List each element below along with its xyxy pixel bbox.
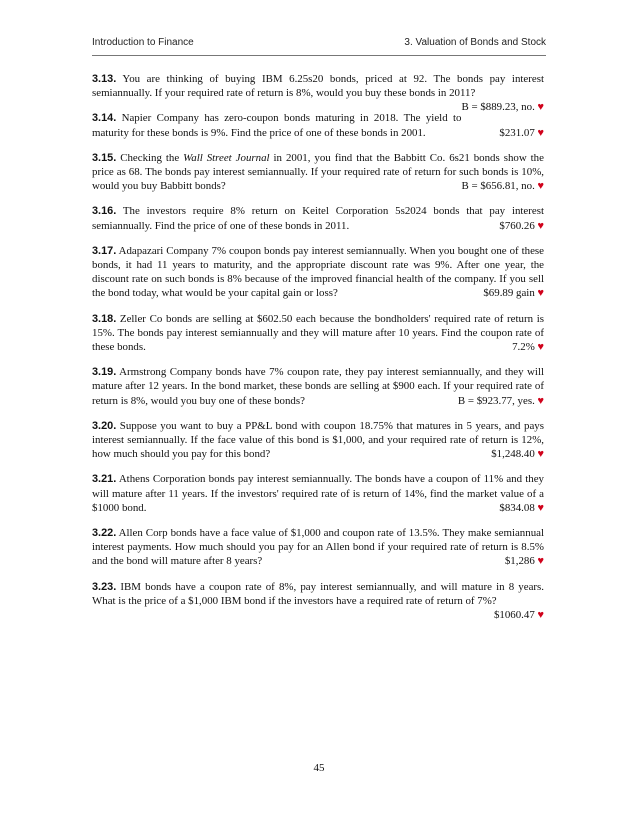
problem-3-16 <box>92 204 544 232</box>
heart-icon: ♥ <box>537 287 544 300</box>
problem-number: 3.23. <box>92 580 117 593</box>
problem-text: Allen Corp bonds have a face value of $1,000 and coupon rate of 13.5%. They make semiannual interest payments. How much should you pay for an Allen bond if your required rate of return is 8.5% and the bond will mature after 8 years? <box>92 527 544 568</box>
answer-value: $760.26 <box>499 219 535 232</box>
problem-answer <box>461 100 544 114</box>
heart-icon: ♥ <box>537 126 544 139</box>
heart-icon: ♥ <box>537 501 544 514</box>
problem-text: Athens Corporation bonds pay interest semiannually. The bonds have a coupon of 11% and they will mature after 11 years. If the investors' required rate of is return of 14%, find the market value of a $1000 bond. <box>92 473 544 514</box>
header-right: 3. Valuation of Bonds and Stock <box>404 37 546 48</box>
problem-3-17 <box>92 244 544 301</box>
answer-value: B = $889.23, no. <box>461 101 535 114</box>
answer-value: $1,286 <box>504 555 535 568</box>
problem-text: Suppose you want to buy a PP&L bond with coupon 18.75% that matures in 5 years, and pays interest semiannually. If the face value of this bond is $1,000, and your required rate of return is 12%, how much should you pay for this bond? <box>92 419 544 461</box>
problem-3-18 <box>92 312 544 355</box>
problem-3-23 <box>92 580 545 622</box>
problem-answer <box>458 394 544 408</box>
heart-icon: ♥ <box>537 555 544 568</box>
problem-number: 3.22. <box>92 527 117 540</box>
answer-value: 7.2% <box>512 341 535 354</box>
problem-answer <box>494 608 544 622</box>
problem-list <box>92 72 544 622</box>
publication-title: Wall Street Journal <box>183 151 270 164</box>
answer-value: $1,248.40 <box>491 448 535 461</box>
problem-text: Adapazari Company 7% coupon bonds pay interest semiannually. When you bought one of these bonds, it had 11 years to maturity, and the appropriate discount rate was 9%. After one year, the discount rate on such bonds is 8% because of the improved financial health of the company. If you sell the bond today, what would be your capital gain or loss? <box>92 244 544 300</box>
problem-number: 3.16. <box>92 205 117 218</box>
heart-icon: ♥ <box>537 341 544 354</box>
answer-value: $69.89 gain <box>483 287 535 300</box>
heart-icon: ♥ <box>537 101 544 114</box>
problem-number: 3.13. <box>92 73 117 85</box>
problem-answer <box>461 179 544 193</box>
problem-answer <box>505 554 544 568</box>
problem-answer <box>512 340 544 354</box>
problem-number: 3.20. <box>92 419 117 432</box>
heart-icon: ♥ <box>537 448 544 461</box>
problem-3-14 <box>92 111 544 139</box>
problem-answer <box>499 126 544 140</box>
page-number: 45 <box>313 762 325 774</box>
problem-answer <box>499 219 544 233</box>
answer-value: $834.08 <box>499 501 535 514</box>
problem-text: Napier Company has zero-coupon bonds maturing in 2018. The yield to maturity for these bonds is 9%. Find the price of one of these bonds in 2001. <box>92 112 462 139</box>
problem-text-after: in 2001, you find that the Babbitt Co. 6s21 bonds show the price as 68. The bonds pay interest semiannually. If your required rate of return for such bonds is 10%, would you buy Babbitt bonds? <box>92 151 544 193</box>
answer-value: B = $656.81, no. <box>461 180 535 193</box>
problem-number: 3.17. <box>92 244 117 257</box>
problem-number: 3.14. <box>92 112 117 125</box>
running-header <box>92 37 546 53</box>
answer-value: B = $923.77, yes. <box>457 394 535 407</box>
heart-icon: ♥ <box>537 609 544 622</box>
problem-number: 3.15. <box>92 151 117 164</box>
problem-text: IBM bonds have a coupon rate of 8%, pay interest semiannually, and will mature in 8 years. What is the price of a $1,000 IBM bond if the investors have a required rate of return of 7%? <box>92 580 545 607</box>
header-rule <box>92 55 546 56</box>
problem-answer <box>491 447 544 461</box>
heart-icon: ♥ <box>537 394 544 407</box>
problem-3-19 <box>92 365 544 408</box>
problem-answer <box>499 501 544 515</box>
heart-icon: ♥ <box>537 219 544 232</box>
problem-text: The investors require 8% return on Keitel Corporation 5s2024 bonds that pay interest semiannually. Find the price of one of these bonds in 2011. <box>92 205 544 232</box>
answer-value: $1060.47 <box>493 609 535 622</box>
problem-answer <box>483 286 544 300</box>
problem-3-15 <box>92 151 544 194</box>
problem-3-21 <box>92 472 544 515</box>
header-left: Introduction to Finance <box>92 37 194 48</box>
problem-3-13 <box>92 72 544 114</box>
problem-number: 3.19. <box>92 366 117 379</box>
problem-3-22 <box>92 526 544 569</box>
problem-number: 3.18. <box>92 312 117 325</box>
problem-3-20 <box>92 419 544 462</box>
problem-text: You are thinking of buying IBM 6.25s20 bonds, priced at 92. The bonds pay interest semiannually. If your required rate of return is 8%, would you buy these bonds in 2011? <box>92 73 544 100</box>
problem-text: Zeller Co bonds are selling at $602.50 each because the bondholders' required rate of return is 15%. The bonds pay interest semiannually and they will mature after 10 years. Find the coupon rate of these bonds. <box>92 312 544 354</box>
answer-value: $231.07 <box>499 126 535 139</box>
problem-text: Armstrong Company bonds have 7% coupon rate, they pay interest semiannually, and they will mature after 12 years. In the bond market, these bonds are selling at $900 each. If your required rate of return is 8%, would you buy one of these bonds? <box>92 366 544 407</box>
problem-number: 3.21. <box>92 473 117 486</box>
heart-icon: ♥ <box>537 180 544 193</box>
problem-text-before: Checking the <box>120 151 184 164</box>
